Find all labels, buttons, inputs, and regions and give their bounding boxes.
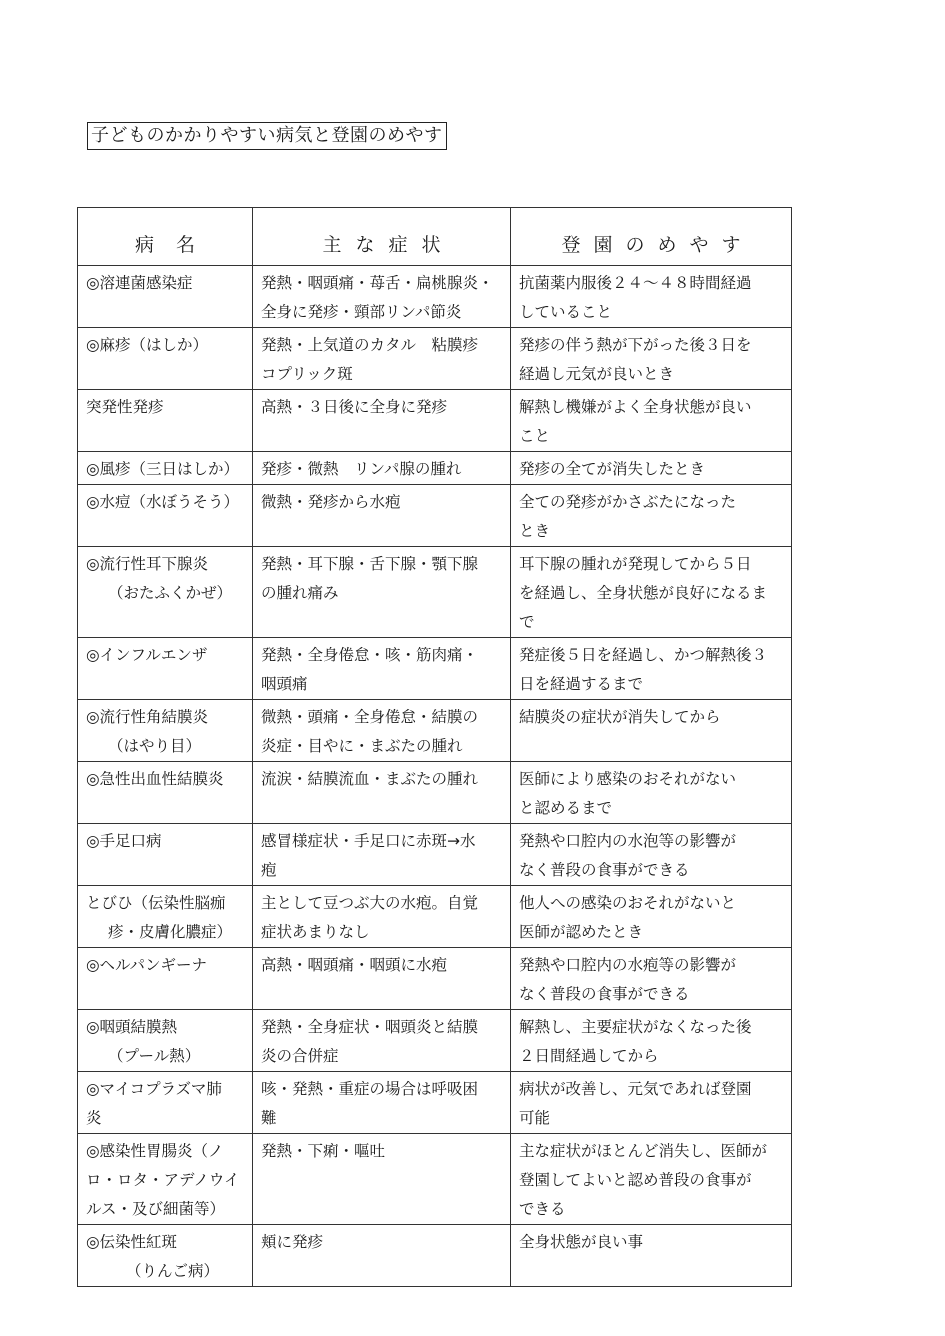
cell-line: を経過し、全身状態が良好になるま bbox=[519, 584, 768, 602]
table-row bbox=[78, 547, 792, 638]
illness-guideline-table bbox=[77, 207, 792, 1287]
attendance-guide-cell bbox=[511, 886, 792, 948]
cell-line: 解熱し機嫌がよく全身状態が良い bbox=[519, 398, 752, 416]
cell-line: 高熱・３日後に全身に発疹 bbox=[261, 398, 448, 416]
attendance-guide-cell bbox=[511, 1225, 792, 1287]
disease-name-cell bbox=[78, 1225, 253, 1287]
cell-line: と認めるまで bbox=[519, 799, 613, 817]
symptoms-cell bbox=[253, 948, 511, 1010]
disease-name-cell bbox=[78, 948, 253, 1010]
cell-line: 解熱し、主要症状がなくなった後 bbox=[519, 1018, 752, 1036]
symptoms-cell bbox=[253, 547, 511, 638]
disease-name-cell bbox=[78, 452, 253, 485]
symptoms-cell bbox=[253, 638, 511, 700]
cell-line: 耳下腺の腫れが発現してから５日 bbox=[519, 555, 752, 573]
cell-line: ◎流行性耳下腺炎 bbox=[86, 555, 209, 573]
cell-line: 発症後５日を経過し、かつ解熱後３ bbox=[519, 646, 768, 664]
symptoms-cell bbox=[253, 390, 511, 452]
table-row bbox=[78, 1072, 792, 1134]
symptoms-cell bbox=[253, 1072, 511, 1134]
attendance-guide-cell bbox=[511, 328, 792, 390]
cell-line: （プール熱） bbox=[108, 1047, 201, 1065]
disease-name-cell bbox=[78, 485, 253, 547]
cell-line: （はやり目） bbox=[108, 737, 202, 755]
header-attendance-guide: 登園のめやす bbox=[511, 208, 792, 266]
cell-line: ◎咽頭結膜熱 bbox=[86, 1018, 178, 1036]
disease-name-cell bbox=[78, 1072, 253, 1134]
cell-line: 可能 bbox=[519, 1109, 551, 1127]
disease-name-cell bbox=[78, 638, 253, 700]
cell-line: ◎インフルエンザ bbox=[86, 646, 208, 664]
cell-line: 主として豆つぶ大の水疱。自覚 bbox=[261, 894, 479, 912]
cell-line: 結膜炎の症状が消失してから bbox=[519, 708, 721, 726]
symptoms-cell bbox=[253, 1010, 511, 1072]
cell-line: の腫れ痛み bbox=[261, 584, 339, 602]
table-header-row bbox=[78, 208, 792, 266]
cell-line: 経過し元気が良いとき bbox=[519, 365, 675, 383]
disease-name-cell bbox=[78, 390, 253, 452]
cell-line: 抗菌薬内服後２４～４８時間経過 bbox=[519, 274, 752, 292]
cell-line: とびひ（伝染性脳痂 bbox=[86, 894, 226, 912]
cell-line: ◎溶連菌感染症 bbox=[86, 274, 193, 292]
symptoms-cell bbox=[253, 1134, 511, 1225]
disease-name-cell bbox=[78, 328, 253, 390]
cell-line: 炎の合併症 bbox=[261, 1047, 339, 1065]
cell-line: 発疹の伴う熱が下がった後３日を bbox=[519, 336, 752, 354]
cell-line: 発熱・下痢・嘔吐 bbox=[261, 1142, 386, 1160]
attendance-guide-cell bbox=[511, 485, 792, 547]
table-row bbox=[78, 390, 792, 452]
attendance-guide-cell bbox=[511, 390, 792, 452]
attendance-guide-cell bbox=[511, 547, 792, 638]
cell-line: 発疹・微熱 リンパ腺の腫れ bbox=[261, 460, 462, 478]
cell-line: 全身状態が良い事 bbox=[519, 1233, 644, 1251]
cell-line: 高熱・咽頭痛・咽頭に水疱 bbox=[261, 956, 448, 974]
cell-line: 炎症・目やに・まぶたの腫れ bbox=[261, 737, 463, 755]
cell-line: 発熱・全身倦怠・咳・筋肉痛・ bbox=[261, 646, 479, 664]
table-row bbox=[78, 328, 792, 390]
attendance-guide-cell bbox=[511, 452, 792, 485]
cell-line: 主な症状がほとんど消失し、医師が bbox=[519, 1142, 768, 1160]
cell-line: 炎 bbox=[86, 1109, 102, 1127]
cell-line: ◎マイコプラズマ肺 bbox=[86, 1080, 222, 1098]
table-row bbox=[78, 1010, 792, 1072]
disease-name-cell bbox=[78, 547, 253, 638]
attendance-guide-cell bbox=[511, 638, 792, 700]
cell-line: 発熱や口腔内の水泡等の影響が bbox=[519, 832, 737, 850]
cell-line: 難 bbox=[261, 1109, 277, 1127]
symptoms-cell bbox=[253, 1225, 511, 1287]
attendance-guide-cell bbox=[511, 1010, 792, 1072]
cell-line: 頬に発疹 bbox=[261, 1233, 324, 1251]
disease-name-cell bbox=[78, 1010, 253, 1072]
cell-line: 微熱・発疹から水疱 bbox=[261, 493, 401, 511]
table-row bbox=[78, 266, 792, 328]
cell-line: 流涙・結膜流血・まぶたの腫れ bbox=[261, 770, 479, 788]
cell-line: 微熱・頭痛・全身倦怠・結膜の bbox=[261, 708, 479, 726]
cell-line: 咳・発熱・重症の場合は呼吸困 bbox=[261, 1080, 479, 1098]
attendance-guide-cell bbox=[511, 948, 792, 1010]
disease-name-cell bbox=[78, 1134, 253, 1225]
cell-line: 発熱・耳下腺・舌下腺・顎下腺 bbox=[261, 555, 479, 573]
table-row bbox=[78, 1225, 792, 1287]
attendance-guide-cell bbox=[511, 824, 792, 886]
attendance-guide-cell bbox=[511, 762, 792, 824]
cell-line: 発熱・全身症状・咽頭炎と結膜 bbox=[261, 1018, 479, 1036]
cell-line: 発熱・上気道のカタル 粘膜疹 bbox=[261, 336, 479, 354]
cell-line: ◎ヘルパンギーナ bbox=[86, 956, 207, 974]
disease-name-cell bbox=[78, 886, 253, 948]
table-row bbox=[78, 700, 792, 762]
cell-line: 疹・皮膚化膿症） bbox=[108, 923, 233, 941]
cell-line: 医師が認めたとき bbox=[519, 923, 644, 941]
cell-line: 症状あまりなし bbox=[261, 923, 370, 941]
cell-line: で bbox=[519, 613, 535, 631]
cell-line: 登園してよいと認め普段の食事が bbox=[519, 1171, 752, 1189]
cell-line: できる bbox=[519, 1200, 566, 1218]
table-row bbox=[78, 485, 792, 547]
cell-line: ◎風疹（三日はしか） bbox=[86, 460, 240, 478]
cell-line: なく普段の食事ができる bbox=[519, 861, 690, 879]
table-row bbox=[78, 824, 792, 886]
cell-line: 全身に発疹・頸部リンパ節炎 bbox=[261, 303, 462, 321]
cell-line: ◎手足口病 bbox=[86, 832, 162, 850]
symptoms-cell bbox=[253, 886, 511, 948]
cell-line: 疱 bbox=[261, 861, 277, 879]
cell-line: ルス・及び細菌等） bbox=[86, 1200, 226, 1218]
table-row bbox=[78, 886, 792, 948]
cell-line: （おたふくかぜ） bbox=[108, 584, 233, 602]
attendance-guide-cell bbox=[511, 1072, 792, 1134]
cell-line: ◎感染性胃腸炎（ノ bbox=[86, 1142, 224, 1160]
symptoms-cell bbox=[253, 824, 511, 886]
cell-line: 咽頭痛 bbox=[261, 675, 308, 693]
cell-line: こと bbox=[519, 427, 551, 445]
table-row bbox=[78, 762, 792, 824]
cell-line: 全ての発疹がかさぶたになった bbox=[519, 493, 737, 511]
header-main-symptoms: 主な症状 bbox=[253, 208, 511, 266]
attendance-guide-cell bbox=[511, 700, 792, 762]
cell-line: 病状が改善し、元気であれば登園 bbox=[519, 1080, 752, 1098]
symptoms-cell bbox=[253, 485, 511, 547]
cell-line: ◎流行性角結膜炎 bbox=[86, 708, 209, 726]
cell-line: 突発性発疹 bbox=[86, 398, 164, 416]
symptoms-cell bbox=[253, 452, 511, 485]
cell-line: していること bbox=[519, 303, 613, 321]
symptoms-cell bbox=[253, 762, 511, 824]
cell-line: ◎伝染性紅斑 bbox=[86, 1233, 178, 1251]
table-row bbox=[78, 948, 792, 1010]
cell-line: コプリック斑 bbox=[261, 365, 353, 383]
cell-line: 感冒様症状・手足口に赤斑→水 bbox=[261, 832, 476, 850]
cell-line: 発熱や口腔内の水疱等の影響が bbox=[519, 956, 737, 974]
header-disease-name: 病名 bbox=[78, 208, 253, 266]
cell-line: （りんご病） bbox=[126, 1262, 220, 1280]
disease-name-cell bbox=[78, 700, 253, 762]
page-title: 子どものかかりやすい病気と登園のめやす bbox=[87, 122, 447, 150]
cell-line: なく普段の食事ができる bbox=[519, 985, 690, 1003]
disease-name-cell bbox=[78, 266, 253, 328]
cell-line: ロ・ロタ・アデノウイ bbox=[86, 1171, 240, 1189]
disease-name-cell bbox=[78, 824, 253, 886]
cell-line: とき bbox=[519, 522, 551, 540]
symptoms-cell bbox=[253, 700, 511, 762]
symptoms-cell bbox=[253, 266, 511, 328]
cell-line: ◎急性出血性結膜炎 bbox=[86, 770, 224, 788]
table-row bbox=[78, 1134, 792, 1225]
cell-line: 発疹の全てが消失したとき bbox=[519, 460, 706, 478]
cell-line: 医師により感染のおそれがない bbox=[519, 770, 737, 788]
table-row bbox=[78, 452, 792, 485]
attendance-guide-cell bbox=[511, 266, 792, 328]
cell-line: ◎麻疹（はしか） bbox=[86, 336, 209, 354]
attendance-guide-cell bbox=[511, 1134, 792, 1225]
cell-line: 他人への感染のおそれがないと bbox=[519, 894, 737, 912]
symptoms-cell bbox=[253, 328, 511, 390]
cell-line: ◎水痘（水ぼうそう） bbox=[86, 493, 240, 511]
cell-line: 日を経過するまで bbox=[519, 675, 644, 693]
disease-name-cell bbox=[78, 762, 253, 824]
cell-line: ２日間経過してから bbox=[519, 1047, 659, 1065]
cell-line: 発熱・咽頭痛・苺舌・扁桃腺炎・ bbox=[261, 274, 494, 292]
table-row bbox=[78, 638, 792, 700]
